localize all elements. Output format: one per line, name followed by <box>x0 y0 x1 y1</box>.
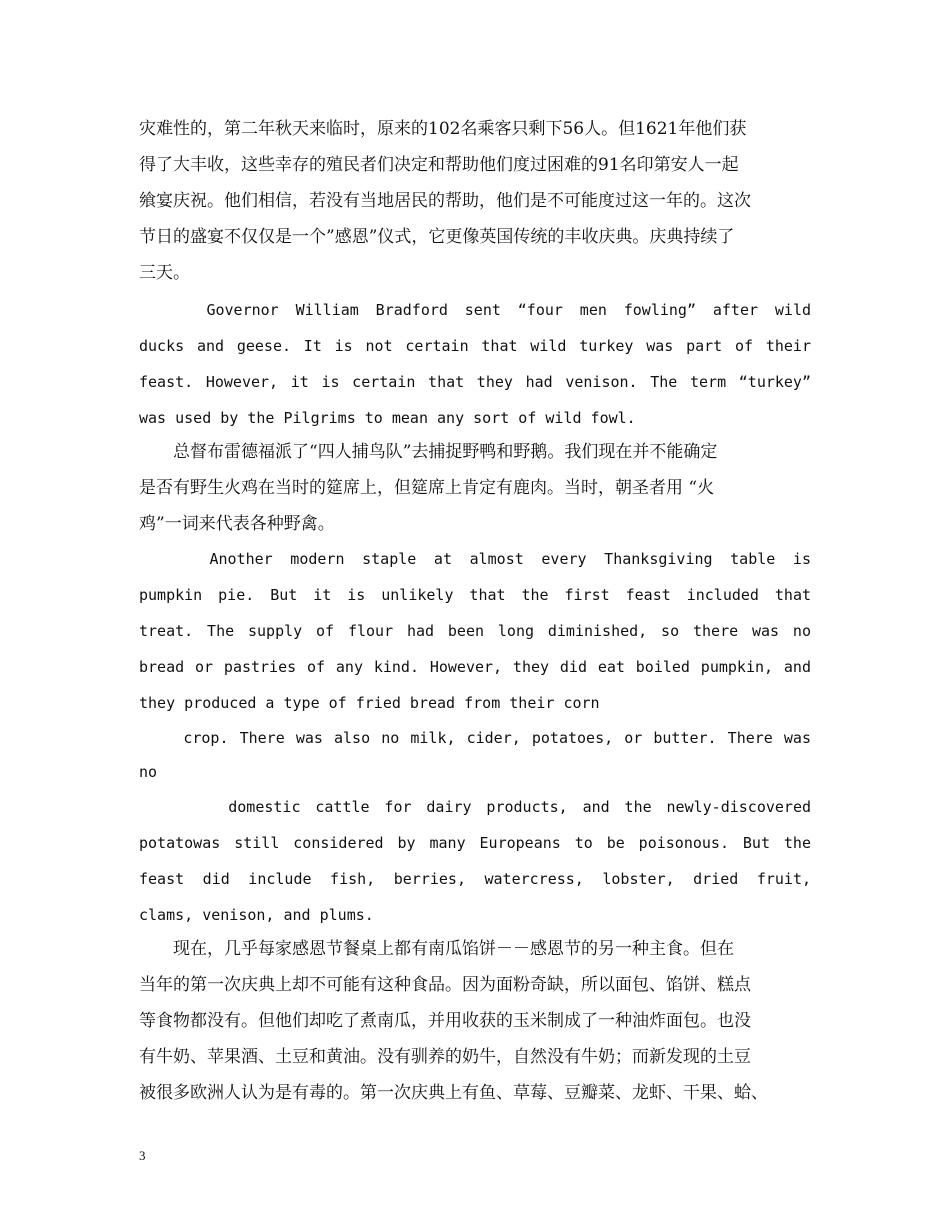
text-line: 灾难性的，第二年秋天来临时，原来的102名乘客只剩下56人。但1621年他们获 <box>139 119 747 139</box>
text-line: feast did include fish, berries, watercress, lobster, dried fruit, <box>139 870 811 888</box>
text-line: Governor William Bradford sent “four men fowling” after wild <box>139 301 811 319</box>
text-line: 等食物都没有。但他们却吃了煮南瓜，并用收获的玉米制成了一种油炸面包。也没 <box>139 1011 751 1031</box>
text-line: pumpkin pie. But it is unlikely that the first feast included that <box>139 586 811 604</box>
text-line: 有牛奶、苹果酒、土豆和黄油。没有驯养的奶牛，自然没有牛奶；而新发现的土豆 <box>139 1047 751 1067</box>
text-line: bread or pastries of any kind. However, they did eat boiled pumpkin, and <box>139 658 811 676</box>
paragraph-english-3 <box>139 720 811 789</box>
text-line: no <box>139 763 158 781</box>
text-line: clams, venison, and plums. <box>139 906 374 924</box>
paragraph-chinese-2 <box>139 434 811 542</box>
text-line: 被很多欧洲人认为是有毒的。第一次庆典上有鱼、草莓、豆瓣菜、龙虾、干果、蛤、 <box>139 1083 768 1103</box>
text-line: feast. However, it is certain that they had venison. The term “turkey” <box>139 373 811 391</box>
page-number: 3 <box>139 1148 146 1163</box>
text-line: Another modern staple at almost every Thanksgiving table is <box>139 550 811 568</box>
text-line: 飨宴庆祝。他们相信，若没有当地居民的帮助，他们是不可能度过这一年的。这次 <box>139 191 751 211</box>
text-line: was used by the Pilgrims to mean any sort of wild fowl. <box>139 409 636 427</box>
paragraph-english-4 <box>139 789 811 933</box>
text-line: they produced a type of fried bread from their corn <box>139 694 600 712</box>
text-line: 节日的盛宴不仅仅是一个”感恩”仪式，它更像英国传统的丰收庆典。庆典持续了 <box>139 227 735 247</box>
text-line: 鸡”一词来代表各种野禽。 <box>139 514 335 534</box>
text-line: treat. The supply of flour had been long diminished, so there was no <box>139 622 811 640</box>
paragraph-chinese-3 <box>139 931 811 1111</box>
text-line: 三天。 <box>139 263 190 283</box>
paragraph-chinese-1 <box>139 111 811 291</box>
text-line: ducks and geese. It is not certain that wild turkey was part of their <box>139 337 811 355</box>
paragraph-english-2 <box>139 541 811 721</box>
paragraph-english-1 <box>139 292 811 436</box>
text-line: 是否有野生火鸡在当时的筵席上，但筵席上肯定有鹿肉。当时，朝圣者用 “火 <box>139 478 715 498</box>
text-line: crop. There was also no milk, cider, potatoes, or butter. There was <box>139 729 811 747</box>
text-line: potatowas still considered by many Europeans to be poisonous. But the <box>139 834 811 852</box>
text-line: 得了大丰收，这些幸存的殖民者们决定和帮助他们度过困难的91名印第安人一起 <box>139 155 739 175</box>
text-line: 当年的第一次庆典上却不可能有这种食品。因为面粉奇缺，所以面包、馅饼、糕点 <box>139 975 751 995</box>
text-line: 现在，几乎每家感恩节餐桌上都有南瓜馅饼－－感恩节的另一种主食。但在 <box>139 939 734 959</box>
text-line: domestic cattle for dairy products, and the newly-discovered <box>139 798 811 816</box>
text-line: 总督布雷德福派了“四人捕鸟队”去捕捉野鸭和野鹅。我们现在并不能确定 <box>139 442 718 462</box>
